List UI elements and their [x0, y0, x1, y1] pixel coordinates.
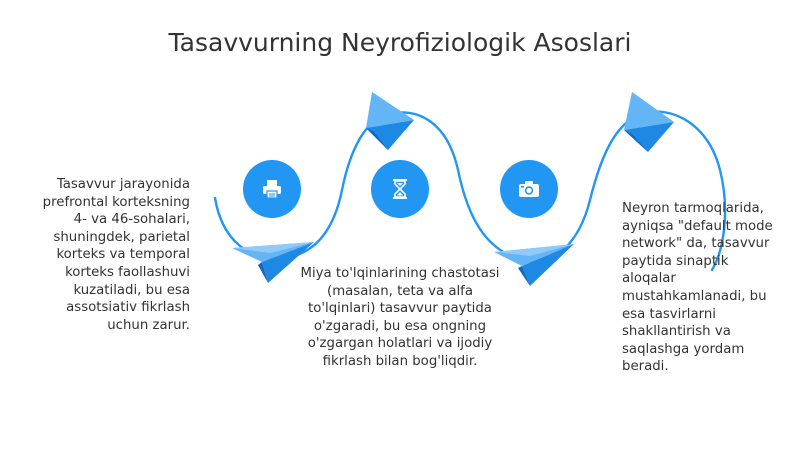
paper-plane-3	[494, 244, 574, 286]
printer-icon	[261, 178, 283, 200]
paper-plane-2	[366, 92, 414, 150]
step-3-text: Neyron tarmoqlarida, ayniqsa "default mode network" da, tasavvur paytida sinaptik aloqalar mustahkamlanadi, bu esa tasvirlarni shakllantirish va saqlashga yordam beradi.	[622, 201, 773, 375]
step-1-text: Tasavvur jarayonida prefrontal korteksning 4- va 46-sohalari, shuningdek, parietal korteks va temporal korteks faollashuvi kuzatiladi, bu esa assotsiativ fikrlash uchun zarur.	[42, 177, 190, 333]
step-1-icon-circle	[243, 160, 301, 218]
hourglass-icon	[390, 178, 410, 200]
step-2-icon-circle	[371, 160, 429, 218]
slide-title: Tasavvurning Neyrofiziologik Asoslari	[168, 28, 632, 57]
paper-plane-4	[624, 92, 674, 152]
step-3-icon-circle	[500, 160, 558, 218]
step-2-text: Miya to'lqinlarining chastotasi (masalan, teta va alfa to'lqinlari) tasavvur paytida o'zgaradi, bu esa ongning o'zgargan holatlari va ijodiy fikrlash bilan bog'liqdir.	[300, 266, 500, 369]
camera-icon	[517, 179, 541, 199]
